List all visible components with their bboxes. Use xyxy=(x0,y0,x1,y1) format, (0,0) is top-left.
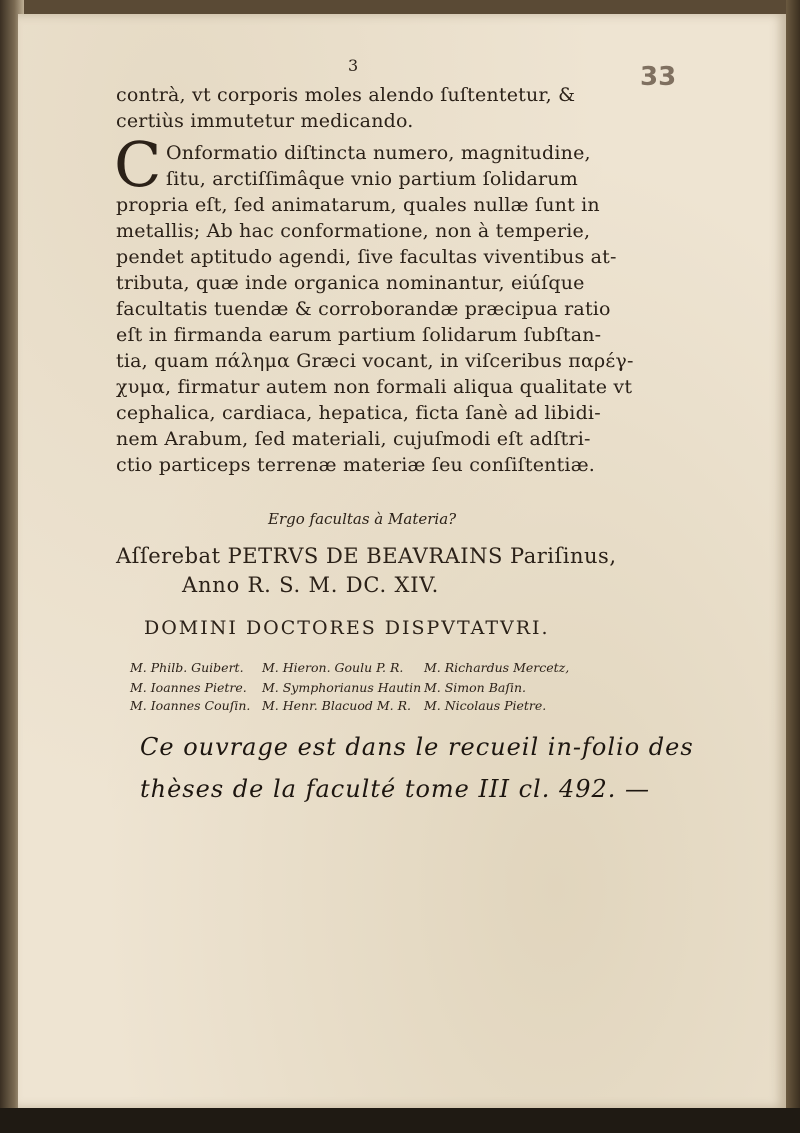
doctor-name: M. Symphorianus Hautin xyxy=(262,680,422,695)
text-line: nem Arabum, ſed materiali, cujuſmodi eſt adſtri- xyxy=(116,428,591,450)
text-line: certiùs immutetur medicando. xyxy=(116,110,414,132)
drop-capital: C xyxy=(114,128,162,201)
doctor-name: M. Philb. Guibert. xyxy=(130,660,244,675)
doctor-name: M. Ioannes Couſin. xyxy=(130,698,251,713)
text-line: contrà, vt corporis moles alendo ſuſtentetur, & xyxy=(116,84,576,106)
doctor-name: M. Henr. Blacuod M. R. xyxy=(262,698,411,713)
text-line: metallis; Ab hac conformatione, non à temperie, xyxy=(116,220,591,242)
text-line: tia, quam πάλημα Græci vocant, in viſceribus παρέγ- xyxy=(116,350,634,372)
text-line: propria eſt, ſed animatarum, quales nullæ ſunt in xyxy=(116,194,600,216)
text-line: tributa, quæ inde organica nominantur, eiúſque xyxy=(116,272,585,294)
doctors-heading: DOMINI DOCTORES DISPVTATVRI. xyxy=(144,617,550,639)
text-line: χυμα, firmatur autem non formali aliqua qualitate vt xyxy=(116,376,633,398)
book-bottom-edge xyxy=(0,1108,800,1133)
text-line: eſt in firmanda earum partium ſolidarum ſubſtan- xyxy=(116,324,602,346)
handwritten-note-line: Ce ouvrage est dans le recueil in-folio des xyxy=(140,733,694,761)
text-line: cephalica, cardiaca, hepatica, ficta ſanè ad libidi- xyxy=(116,402,601,424)
doctor-name: M. Nicolaus Pietre. xyxy=(424,698,547,713)
doctor-name: M. Hieron. Goulu P. R. xyxy=(262,660,404,675)
handwritten-note-line: thèses de la faculté tome III cl. 492. — xyxy=(140,775,651,803)
text-line: pendet aptitudo agendi, ſive facultas viventibus at- xyxy=(116,246,617,268)
page-number: 3 xyxy=(348,56,359,75)
folio-number: 33 xyxy=(640,62,677,92)
year-line: Anno R. S. M. DC. XIV. xyxy=(182,573,440,597)
page-stack-edge xyxy=(786,0,800,1133)
text-line: ſitu, arctiſſimâque vnio partium ſolidarum xyxy=(166,168,578,190)
conclusion-line: Ergo facultas à Materia? xyxy=(268,510,457,528)
book-top-edge xyxy=(0,0,800,14)
text-line: facultatis tuendæ & corroborandæ præcipua ratio xyxy=(116,298,611,320)
text-line: Onformatio diſtincta numero, magnitudine, xyxy=(166,142,591,164)
doctor-name: M. Ioannes Pietre. xyxy=(130,680,247,695)
text-line: ctio particeps terrenæ materiæ ſeu conſiſtentiæ. xyxy=(116,454,595,476)
doctor-name: M. Simon Baſin. xyxy=(424,680,526,695)
doctor-name: M. Richardus Mercetz, xyxy=(424,660,570,675)
respondent-line: Aſſerebat PETRVS DE BEAVRAINS Pariſinus, xyxy=(116,544,617,568)
